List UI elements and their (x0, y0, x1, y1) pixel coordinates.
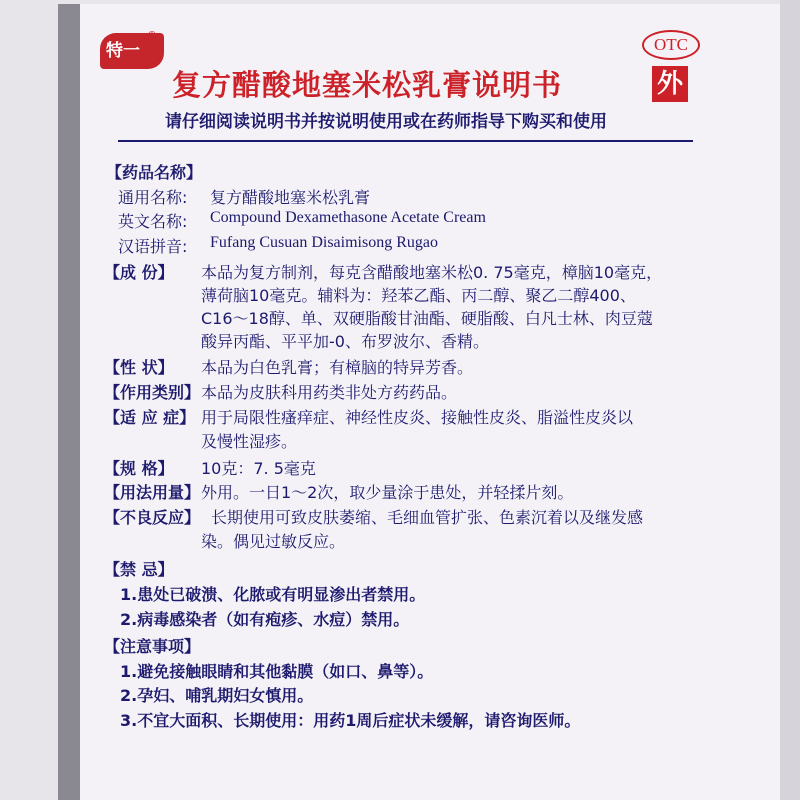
otc-badge: OTC (642, 30, 700, 60)
composition-line: 本品为复方制剂，每克含醋酸地塞米松0. 75毫克，樟脑10毫克， (201, 263, 663, 282)
pinyin-label: 汉语拼音: (118, 237, 188, 256)
external-use-badge: 外 (652, 66, 688, 102)
english-name-label: 英文名称: (118, 212, 188, 231)
indications-line: 用于局限性瘙痒症、神经性皮炎、接触性皮炎、脂溢性皮炎以 (201, 408, 634, 427)
common-name-label: 通用名称: (118, 188, 188, 207)
section-heading-contraindications: 【禁 忌】 (104, 560, 174, 579)
composition-line: 酸异丙酯、平平加-0、布罗波尔、香精。 (201, 332, 489, 351)
composition-line: C16～18醇、单、双硬脂酸甘油酯、硬脂酸、白凡士林、肉豆蔻 (201, 309, 653, 328)
paper-edge-strip (58, 4, 80, 800)
adverse-line: 长期使用可致皮肤萎缩、毛细血管扩张、色素沉着以及继发感 (211, 508, 644, 527)
section-heading-indications: 【适 应 症】 (104, 408, 196, 427)
section-heading-adverse: 【不良反应】 (104, 508, 201, 527)
registered-mark: ® (147, 30, 157, 41)
section-heading-category: 【作用类别】 (104, 383, 201, 402)
precaution-item: 2.孕妇、哺乳期妇女慎用。 (120, 686, 314, 705)
specification-text: 10克：7. 5毫克 (201, 459, 316, 478)
properties-text: 本品为白色乳膏；有樟脑的特异芳香。 (201, 358, 474, 377)
dosage-text: 外用。一日1～2次，取少量涂于患处，并轻揉片刻。 (201, 483, 574, 502)
precaution-item: 3.不宜大面积、长期使用：用药1周后症状未缓解，请咨询医师。 (120, 711, 581, 730)
contraindication-item: 2.病毒感染者（如有疱疹、水痘）禁用。 (120, 610, 410, 629)
section-heading-drug-name: 【药品名称】 (106, 163, 203, 182)
contraindication-item: 1.患处已破溃、化脓或有明显渗出者禁用。 (120, 585, 426, 604)
composition-line: 薄荷脑10毫克。辅料为：羟苯乙酯、丙二醇、聚乙二醇400、 (201, 286, 636, 305)
background-edge (780, 0, 800, 800)
section-heading-specification: 【规 格】 (104, 459, 174, 478)
pinyin-value: Fufang Cusuan Disaimisong Rugao (210, 234, 438, 251)
common-name-value: 复方醋酸地塞米松乳膏 (210, 188, 371, 207)
precaution-item: 1.避免接触眼睛和其他黏膜（如口、鼻等）。 (120, 662, 434, 681)
section-heading-properties: 【性 状】 (104, 358, 174, 377)
usage-warning: 请仔细阅读说明书并按说明使用或在药师指导下购买和使用 (165, 112, 607, 132)
section-heading-composition: 【成 份】 (104, 263, 174, 282)
header-divider (118, 140, 693, 142)
brand-logo: 特一 (100, 33, 164, 69)
section-heading-dosage: 【用法用量】 (104, 483, 201, 502)
document-title: 复方醋酸地塞米松乳膏说明书 (172, 68, 563, 102)
section-heading-precautions: 【注意事项】 (104, 637, 201, 656)
adverse-line: 染。偶见过敏反应。 (201, 532, 346, 551)
english-name-value: Compound Dexamethasone Acetate Cream (210, 209, 486, 226)
category-text: 本品为皮肤科用药类非处方药药品。 (201, 383, 458, 402)
indications-line: 及慢性湿疹。 (201, 432, 298, 451)
